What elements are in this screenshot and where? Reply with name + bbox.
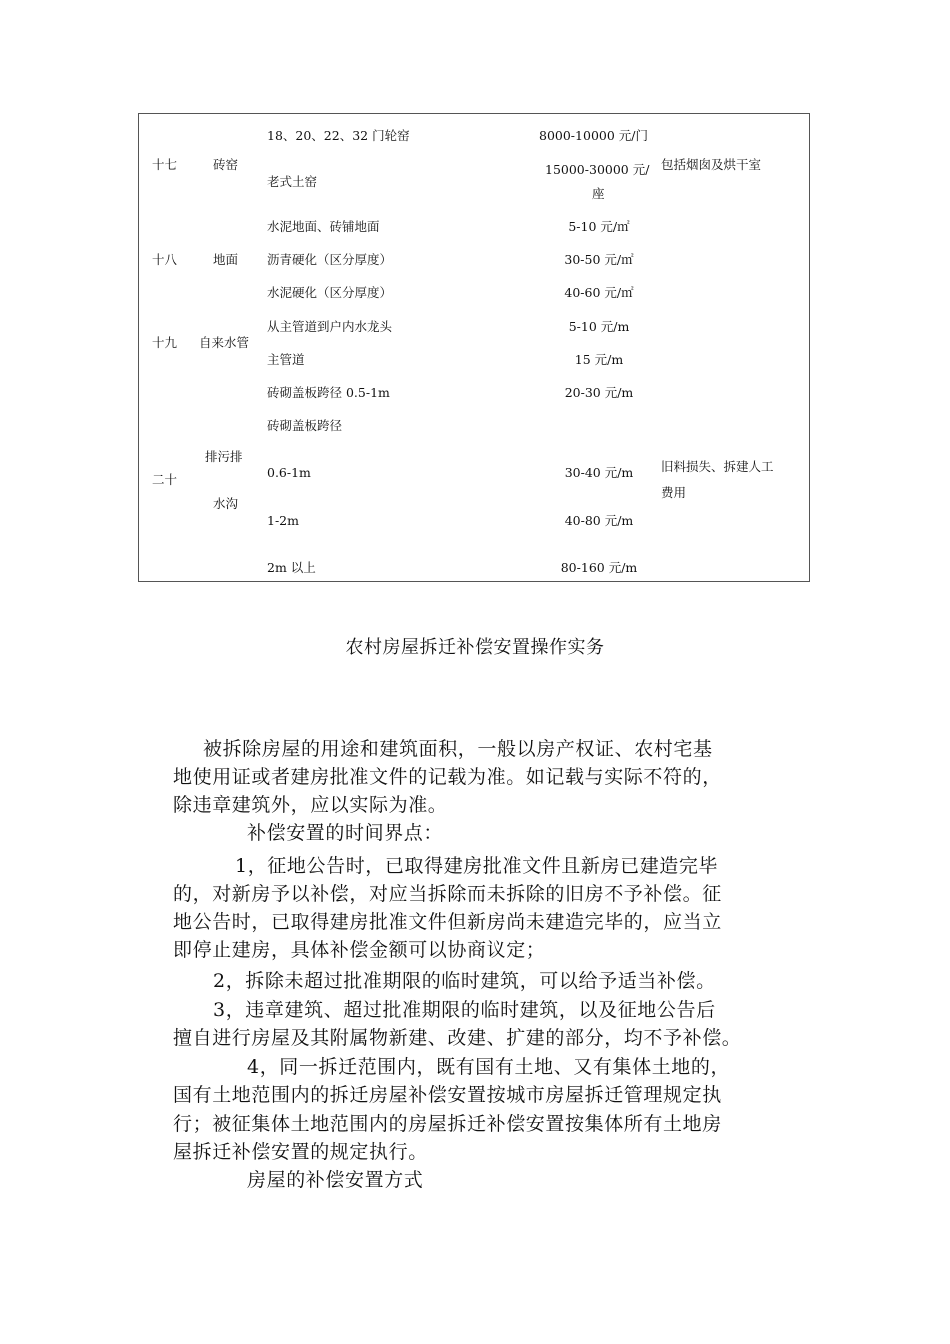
compensation-table <box>138 113 810 582</box>
paragraph-line: 2，拆除未超过批准期限的临时建筑，可以给予适当补偿。 <box>213 970 716 992</box>
row-number: 十七 <box>152 157 178 172</box>
paragraph-line: 地使用证或者建房批准文件的记载为准。如记载与实际不符的， <box>173 766 722 788</box>
unit-price: 座 <box>592 186 605 201</box>
paragraph-line: 被拆除房屋的用途和建筑面积，一般以房产权证、农村宅基 <box>203 738 713 760</box>
item-detail: 0.6-1m <box>267 465 311 480</box>
unit-price: 30-50 元/㎡ <box>564 252 634 267</box>
unit-price: 5-10 元/㎡ <box>568 219 630 234</box>
item-category: 自来水管 <box>199 335 250 350</box>
unit-price: 20-30 元/m <box>564 385 634 400</box>
item-detail: 砖砌盖板跨径 0.5-1m <box>267 385 390 400</box>
row-number: 二十 <box>152 472 178 487</box>
note: 费用 <box>661 485 687 500</box>
item-detail: 从主管道到户内水龙头 <box>267 319 393 334</box>
unit-price: 5-10 元/m <box>568 319 630 334</box>
paragraph-line: 国有土地范围内的拆迁房屋补偿安置按城市房屋拆迁管理规定执 <box>173 1084 722 1106</box>
paragraph-line: 即停止建房，具体补偿金额可以协商议定； <box>173 939 546 961</box>
section-heading: 房屋的补偿安置方式 <box>247 1169 424 1191</box>
item-detail: 老式土窑 <box>267 174 318 189</box>
paragraph-line: 补偿安置的时间界点： <box>247 822 444 844</box>
item-detail: 水泥硬化（区分厚度） <box>267 285 393 300</box>
row-number: 十八 <box>152 252 178 267</box>
paragraph-line: 4，同一拆迁范围内，既有国有土地、又有集体土地的， <box>247 1056 731 1078</box>
unit-price: 15000-30000 元/ <box>545 162 650 177</box>
item-category: 地面 <box>213 252 239 267</box>
paragraph-line: 1，征地公告时，已取得建房批准文件且新房已建造完毕 <box>235 855 719 877</box>
note: 包括烟囱及烘干室 <box>661 157 762 172</box>
paragraph-line: 行；被征集体土地范围内的房屋拆迁补偿安置按集体所有土地房 <box>173 1113 722 1135</box>
item-detail: 沥青硬化（区分厚度） <box>267 252 393 267</box>
item-detail: 水泥地面、砖铺地面 <box>267 219 380 234</box>
unit-price: 15 元/m <box>574 352 624 367</box>
unit-price: 40-80 元/m <box>564 513 634 528</box>
item-category: 排污排 <box>205 449 243 464</box>
unit-price: 30-40 元/m <box>564 465 634 480</box>
item-category: 水沟 <box>213 496 239 511</box>
document-title: 农村房屋拆迁补偿安置操作实务 <box>345 637 605 658</box>
paragraph-line: 屋拆迁补偿安置的规定执行。 <box>173 1141 428 1163</box>
paragraph-line: 擅自进行房屋及其附属物新建、改建、扩建的部分，均不予补偿。 <box>173 1027 742 1049</box>
paragraph-line: 地公告时，已取得建房批准文件但新房尚未建造完毕的，应当立 <box>173 911 722 933</box>
unit-price: 40-60 元/㎡ <box>564 285 634 300</box>
note: 旧料损失、拆建人工 <box>661 459 774 474</box>
paragraph-line: 3，违章建筑、超过批准期限的临时建筑，以及征地公告后 <box>213 999 716 1021</box>
item-detail: 1-2m <box>267 513 299 528</box>
item-detail: 砖砌盖板跨径 <box>267 418 343 433</box>
item-detail: 主管道 <box>267 352 305 367</box>
unit-price: 8000-10000 元/门 <box>539 128 648 143</box>
paragraph-line: 除违章建筑外，应以实际为准。 <box>173 794 448 816</box>
item-detail: 2m 以上 <box>267 560 316 575</box>
item-category: 砖窑 <box>213 157 239 172</box>
paragraph-line: 的，对新房予以补偿，对应当拆除而未拆除的旧房不予补偿。征 <box>173 883 722 905</box>
item-detail: 18、20、22、32 门轮窑 <box>267 128 410 143</box>
row-number: 十九 <box>152 335 178 350</box>
unit-price: 80-160 元/m <box>560 560 638 575</box>
